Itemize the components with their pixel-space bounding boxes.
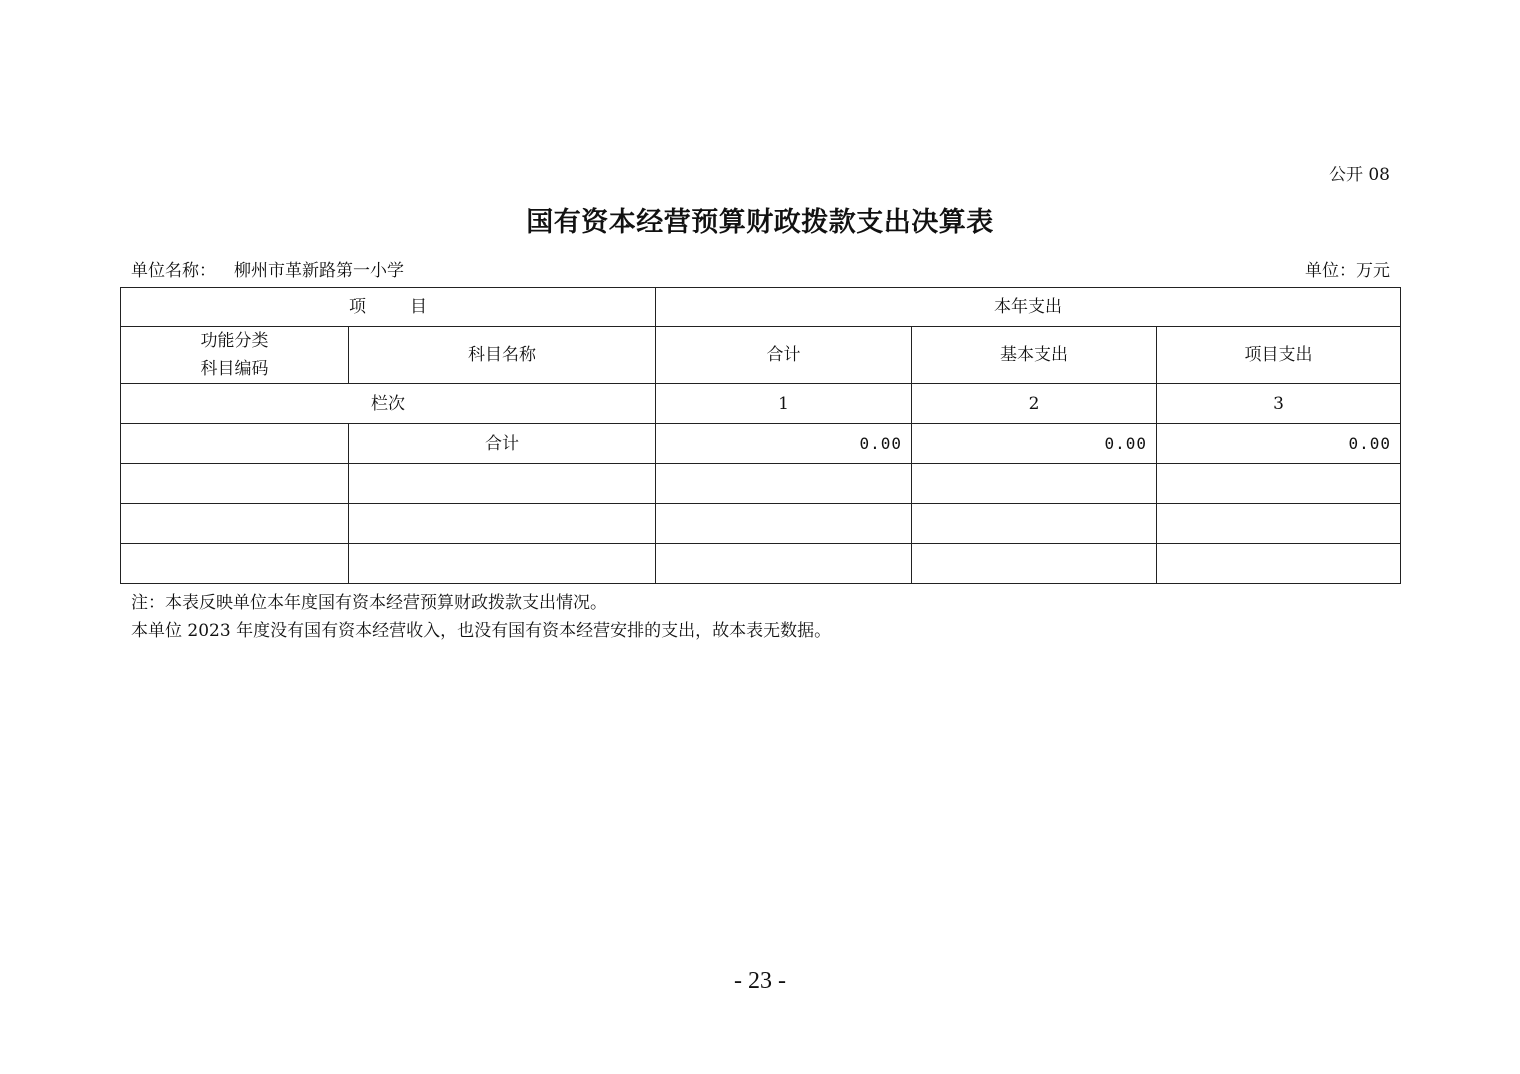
column-index-1: 1	[656, 384, 912, 424]
cell-total	[656, 544, 912, 584]
page-title: 国有资本经营预算财政拨款支出决算表	[526, 207, 994, 238]
expenditure-table	[120, 287, 1401, 584]
header-item-char-1: 项	[349, 297, 366, 317]
header-current-year: 本年支出	[656, 288, 1401, 327]
page-number: - 23 -	[734, 968, 786, 994]
table-header-row	[121, 288, 1401, 327]
cell-basic	[912, 504, 1157, 544]
cell-code	[121, 504, 349, 544]
table-row	[121, 504, 1401, 544]
cell-name: 合计	[349, 424, 656, 464]
column-header-project: 项目支出	[1157, 327, 1401, 384]
column-header-basic: 基本支出	[912, 327, 1157, 384]
cell-name	[349, 464, 656, 504]
cell-total	[656, 504, 912, 544]
cell-project	[1157, 544, 1401, 584]
column-header-code	[121, 327, 349, 384]
column-index-row	[121, 384, 1401, 424]
unit-name-label: 单位名称：	[131, 261, 216, 281]
unit-name-line	[131, 256, 404, 281]
column-header-code-line1: 功能分类	[200, 331, 269, 351]
column-index-2: 2	[912, 384, 1157, 424]
cell-code	[121, 464, 349, 504]
table-note-detail: 本单位 2023 年度没有国有资本经营收入，也没有国有资本经营安排的支出，故本表无数据。	[131, 621, 832, 641]
column-header-name: 科目名称	[349, 327, 656, 384]
column-header-code-line2: 科目编码	[200, 359, 269, 379]
currency-unit: 单位：万元	[1305, 261, 1390, 281]
unit-name-value: 柳州市革新路第一小学	[234, 261, 404, 281]
cell-basic	[912, 464, 1157, 504]
cell-code	[121, 544, 349, 584]
column-index-3: 3	[1157, 384, 1401, 424]
header-item	[121, 288, 656, 327]
cell-project	[1157, 464, 1401, 504]
column-index-label: 栏次	[121, 384, 656, 424]
cell-basic	[912, 544, 1157, 584]
header-item-char-2: 目	[410, 297, 427, 317]
cell-total: 0.00	[656, 424, 912, 464]
table-subheader-row	[121, 327, 1401, 384]
cell-total	[656, 464, 912, 504]
cell-name	[349, 504, 656, 544]
cell-name	[349, 544, 656, 584]
column-header-total: 合计	[656, 327, 912, 384]
table-note: 注：本表反映单位本年度国有资本经营预算财政拨款支出情况。	[131, 593, 607, 613]
cell-basic: 0.00	[912, 424, 1157, 464]
table-row-total	[121, 424, 1401, 464]
table-row	[121, 464, 1401, 504]
table-row	[121, 544, 1401, 584]
cell-project: 0.00	[1157, 424, 1401, 464]
cell-code	[121, 424, 349, 464]
cell-project	[1157, 504, 1401, 544]
document-code: 公开 08	[1328, 165, 1390, 185]
